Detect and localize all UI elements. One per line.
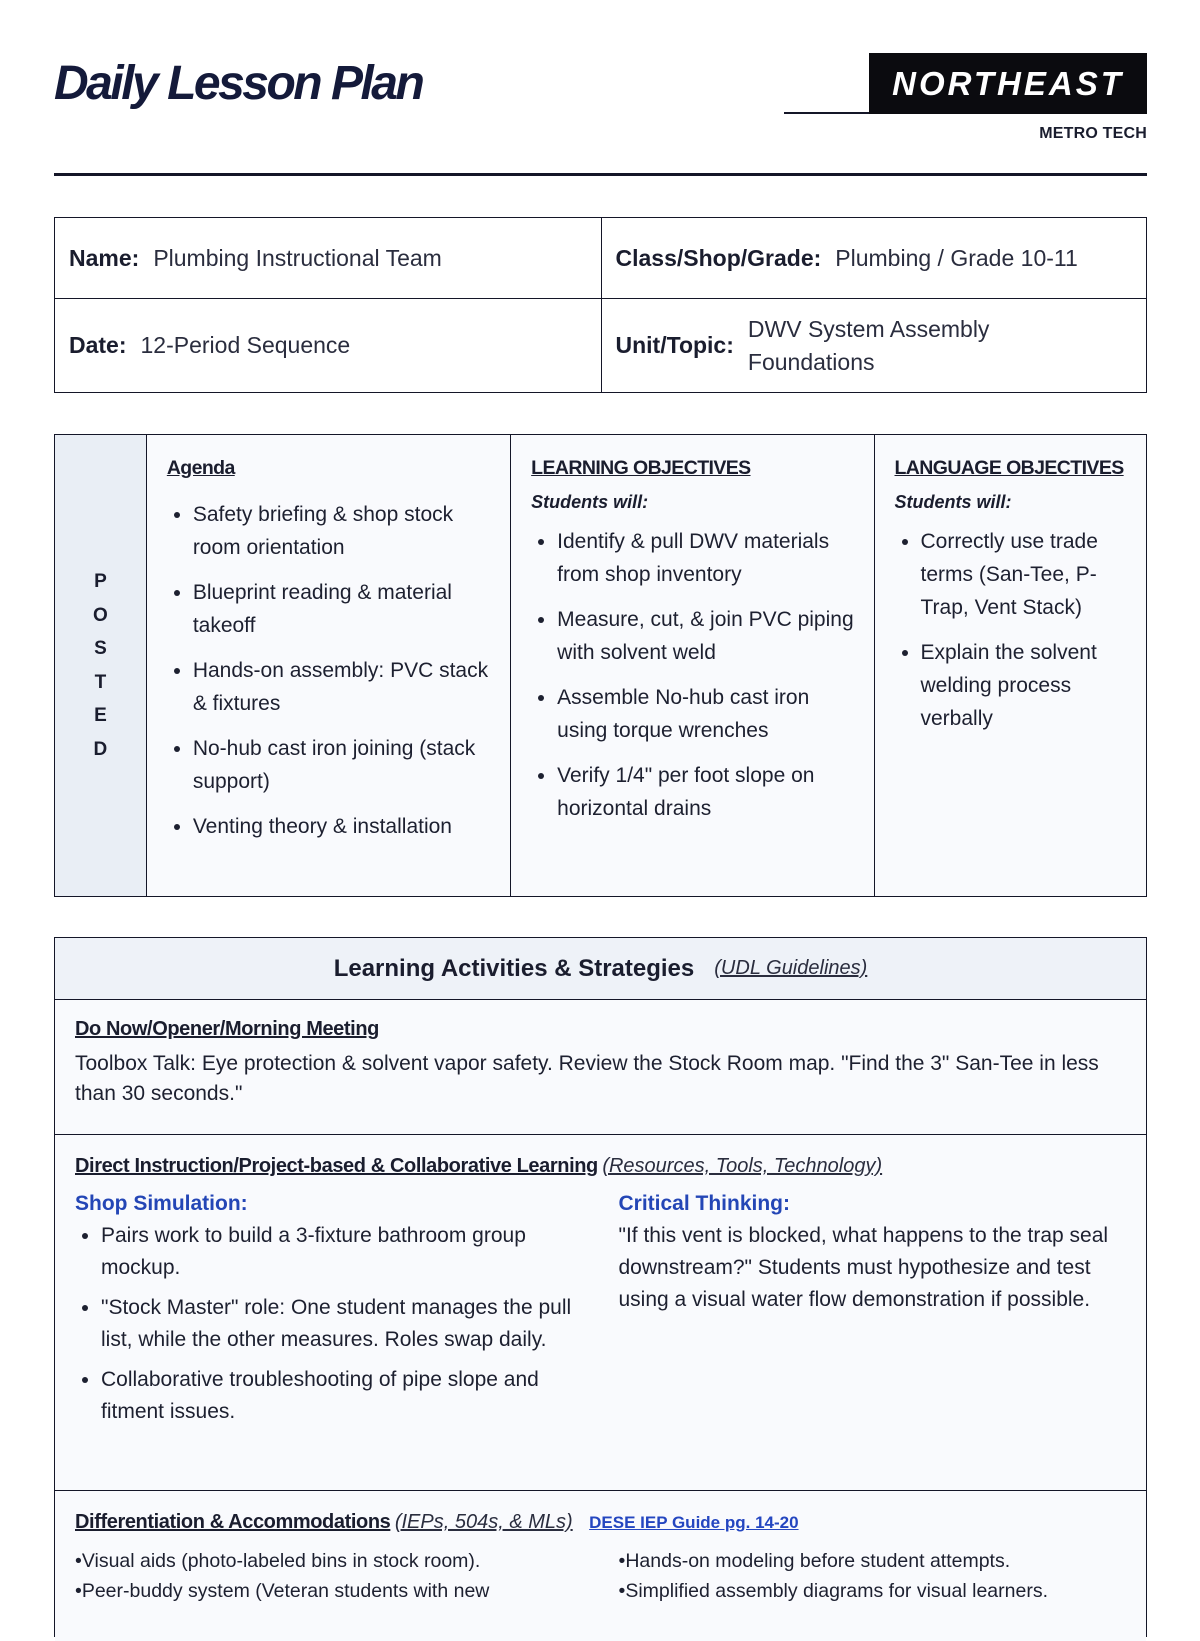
shop-simulation-heading: Shop Simulation: xyxy=(75,1192,248,1215)
language-objectives-sub: Students will: xyxy=(894,492,1012,512)
udl-guidelines-link[interactable]: (UDL Guidelines) xyxy=(714,957,868,979)
list-item: • Safety briefing & shop stock room orientation xyxy=(193,498,492,564)
language-objectives-list xyxy=(895,525,1137,735)
agenda-column xyxy=(147,435,510,896)
logo-main-text: NORTHEAST xyxy=(892,64,1124,102)
info-table xyxy=(54,217,1147,393)
posted-letter: S xyxy=(94,638,107,659)
activities-header xyxy=(55,938,1146,1000)
learning-objectives-list xyxy=(531,525,855,825)
unit-value: DWV System Assembly Foundations xyxy=(747,315,990,375)
differentiation-heading: Differentiation & Accommodations xyxy=(75,1511,391,1533)
school-logo xyxy=(869,53,1147,114)
unit-cell xyxy=(601,299,1147,392)
shop-simulation-list xyxy=(75,1220,601,1428)
learning-objectives-sub: Students will: xyxy=(531,492,649,512)
class-cell xyxy=(601,218,1147,298)
critical-thinking-heading: Critical Thinking: xyxy=(618,1192,791,1215)
list-item: • Hands-on assembly: PVC stack & fixtures xyxy=(193,654,492,720)
posted-letter: D xyxy=(93,738,108,760)
date-cell xyxy=(55,299,601,392)
posted-letter: T xyxy=(94,671,107,693)
resources-link[interactable]: (Resources, Tools, Technology) xyxy=(602,1155,883,1177)
header xyxy=(54,0,1147,176)
critical-thinking-column xyxy=(601,1192,1127,1436)
name-cell xyxy=(55,218,601,298)
page-title: Daily Lesson Plan xyxy=(54,57,423,110)
activities-title: Learning Activities & Strategies xyxy=(333,954,695,982)
list-item: • Pairs work to build a 3-fixture bathroom group mockup. xyxy=(101,1220,601,1284)
learning-objectives-heading: LEARNING OBJECTIVES xyxy=(531,457,751,479)
list-item: • Blueprint reading & material takeoff xyxy=(193,576,492,642)
name-label: Name: xyxy=(69,244,140,271)
learning-objectives-column xyxy=(510,435,873,896)
agenda-list xyxy=(167,498,492,843)
do-now-section xyxy=(55,1000,1146,1135)
date-label: Date: xyxy=(69,332,127,358)
date-value: 12-Period Sequence xyxy=(140,332,351,358)
differentiation-left-list xyxy=(75,1546,601,1606)
direct-instruction-section xyxy=(55,1135,1146,1491)
list-item: • Simplified assembly diagrams for visual learners. xyxy=(619,1576,1127,1606)
dese-iep-guide-link[interactable]: DESE IEP Guide pg. 14-20 xyxy=(589,1513,799,1532)
list-item: • "Stock Master" role: One student manages the pull list, while the other measures. Roles swap daily. xyxy=(101,1292,601,1356)
language-objectives-heading: LANGUAGE OBJECTIVES xyxy=(894,457,1124,479)
info-row xyxy=(55,298,1146,392)
shop-simulation-column xyxy=(75,1192,601,1436)
direct-instruction-columns xyxy=(75,1192,1126,1436)
info-row xyxy=(55,218,1146,298)
critical-thinking-text: "If this vent is blocked, what happens to the trap seal downstream?" Students must hypothesize and test using a visual water flow demonstration if possible. xyxy=(618,1224,1109,1311)
differentiation-left-column xyxy=(75,1546,601,1606)
list-item: • Collaborative troubleshooting of pipe slope and fitment issues. xyxy=(101,1364,601,1428)
posted-section xyxy=(54,434,1147,897)
posted-side-label xyxy=(55,435,147,896)
agenda-heading: Agenda xyxy=(166,457,235,479)
direct-instruction-heading: Direct Instruction/Project-based & Collaborative Learning xyxy=(75,1155,598,1177)
differentiation-section xyxy=(55,1491,1146,1641)
list-item: • Visual aids (photo-labeled bins in stock room). xyxy=(75,1546,601,1576)
unit-label: Unit/Topic: xyxy=(615,332,734,358)
name-value: Plumbing Instructional Team xyxy=(153,244,442,271)
do-now-heading: Do Now/Opener/Morning Meeting xyxy=(75,1018,379,1040)
learning-activities-section xyxy=(54,937,1147,1637)
posted-letter: E xyxy=(94,705,107,726)
class-label: Class/Shop/Grade: xyxy=(615,244,822,271)
list-item: • Venting theory & installation xyxy=(193,810,492,843)
differentiation-right-list xyxy=(619,1546,1127,1606)
list-item: • Correctly use trade terms (San-Tee, P-Trap, Vent Stack) xyxy=(921,525,1137,624)
differentiation-columns xyxy=(75,1546,1126,1606)
list-item: • Measure, cut, & join PVC piping with solvent weld xyxy=(557,603,855,669)
logo-sub-text: METRO TECH xyxy=(1039,125,1147,142)
list-item: • Hands-on modeling before student attempts. xyxy=(619,1546,1127,1576)
class-value: Plumbing / Grade 10-11 xyxy=(835,244,1078,271)
language-objectives-column xyxy=(874,435,1147,896)
differentiation-right-column xyxy=(601,1546,1127,1606)
posted-letter: P xyxy=(94,571,107,592)
list-item: • No-hub cast iron joining (stack support) xyxy=(193,732,492,798)
list-item: • Verify 1/4" per foot slope on horizontal drains xyxy=(557,759,855,825)
list-item: • Identify & pull DWV materials from shop inventory xyxy=(557,525,855,591)
logo-underline xyxy=(784,112,872,114)
list-item: • Explain the solvent welding process verbally xyxy=(921,636,1137,735)
posted-letter: O xyxy=(93,604,108,626)
do-now-text: Toolbox Talk: Eye protection & solvent vapor safety. Review the Stock Room map. "Find the 3" San-Tee in less than 30 seconds." xyxy=(75,1052,1099,1105)
accommodations-note: (IEPs, 504s, & MLs) xyxy=(394,1511,573,1533)
list-item: • Assemble No-hub cast iron using torque wrenches xyxy=(557,681,855,747)
list-item: • Peer-buddy system (Veteran students with new xyxy=(75,1576,601,1606)
lesson-plan-page xyxy=(54,0,1147,1602)
